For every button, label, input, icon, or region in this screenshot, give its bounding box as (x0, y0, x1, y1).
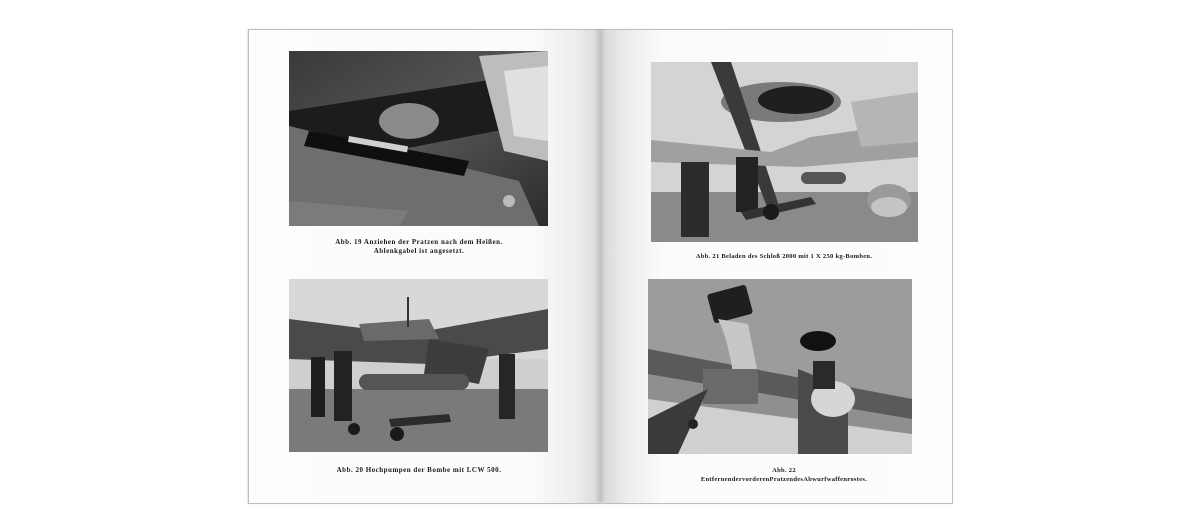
figure-21-caption (624, 252, 944, 261)
figure-19-caption-line-2: Ablenkgabel ist angesetzt. (373, 247, 465, 255)
left-page (248, 29, 601, 504)
figure-20-photo (289, 279, 548, 452)
figure-21-caption-line-1: Abb. 21 Beladen des Schloß 2000 mit 1 X 250 kg-Bomben. (695, 253, 873, 260)
figure-19-photo (289, 51, 548, 226)
figure-20-caption (269, 466, 569, 475)
open-book-spread (248, 29, 952, 502)
right-page (600, 29, 953, 504)
figure-20-caption-line-1: Abb. 20 Hochpumpen der Bombe mit LCW 500. (336, 466, 502, 474)
figure-21-photo (651, 62, 918, 242)
figure-22-caption-line-2: EntfernendervorderenPratzendesAbwurfwaffenrostes. (700, 476, 868, 483)
figure-22-caption-line-1: Abb. 22 (772, 467, 796, 474)
figure-19-caption (269, 238, 569, 256)
figure-22-photo (648, 279, 912, 454)
figure-19-caption-line-1: Abb. 19 Anziehen der Pratzen nach dem Heißen. (335, 238, 503, 246)
figure-22-caption (624, 466, 944, 484)
